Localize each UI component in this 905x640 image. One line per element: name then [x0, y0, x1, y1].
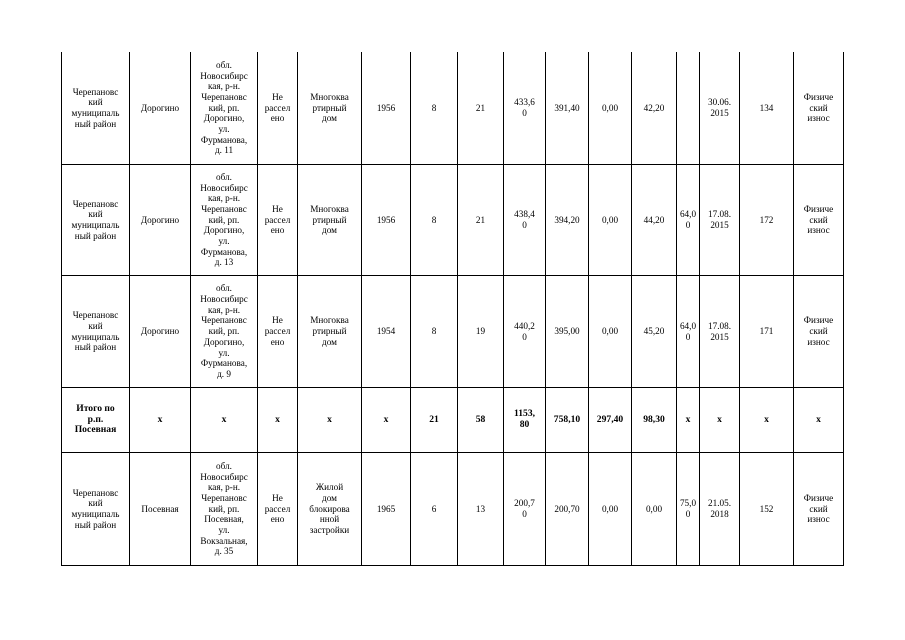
cell-municipal-area: 0,00 — [589, 276, 632, 388]
cell-area-extra — [677, 52, 700, 165]
cell-residential-area: 391,40 — [546, 52, 589, 165]
cell-settlement: Дорогино — [130, 165, 191, 276]
cell-residents: 8 — [411, 165, 458, 276]
cell-residents: 6 — [411, 453, 458, 566]
cell-total-area: 1153, 80 — [504, 388, 546, 453]
cell-reason: Физиче ский износ — [794, 276, 844, 388]
cell-year-built: х — [362, 388, 411, 453]
cell-address: обл. Новосибирс кая, р-н. Черепановс кий, рп. Посевная, ул. Вокзальная, д. 35 — [191, 453, 258, 566]
cell-apartments: 58 — [458, 388, 504, 453]
cell-municipal-area: 0,00 — [589, 52, 632, 165]
cell-year-built: 1956 — [362, 52, 411, 165]
table-row — [62, 165, 844, 276]
cell-residents: 8 — [411, 52, 458, 165]
cell-settlement: х — [130, 388, 191, 453]
cell-apartments: 21 — [458, 52, 504, 165]
total-row — [62, 388, 844, 453]
cell-recognition-date: 21.05. 2018 — [700, 453, 740, 566]
cell-private-area: 98,30 — [632, 388, 677, 453]
cell-status: Не рассел ено — [258, 453, 298, 566]
cell-status: х — [258, 388, 298, 453]
cell-recognition-date: 17.08. 2015 — [700, 165, 740, 276]
cell-reason: Физиче ский износ — [794, 165, 844, 276]
cell-residents: 21 — [411, 388, 458, 453]
cell-recognition-date: 17.08. 2015 — [700, 276, 740, 388]
cell-address: х — [191, 388, 258, 453]
housing-register-table — [61, 52, 844, 566]
cell-status: Не рассел ено — [258, 52, 298, 165]
cell-total-area: 440,2 0 — [504, 276, 546, 388]
cell-total-area: 200,7 0 — [504, 453, 546, 566]
cell-apartments: 21 — [458, 165, 504, 276]
cell-municipal-area: 297,40 — [589, 388, 632, 453]
cell-residential-area: 200,70 — [546, 453, 589, 566]
cell-settlement: Посевная — [130, 453, 191, 566]
cell-municipal-area: 0,00 — [589, 165, 632, 276]
cell-area-extra: 75,0 0 — [677, 453, 700, 566]
cell-reason: Физиче ский износ — [794, 453, 844, 566]
cell-recognition-date: х — [700, 388, 740, 453]
cell-year-built: 1965 — [362, 453, 411, 566]
cell-building-type: Жилой дом блокирова нной застройки — [298, 453, 362, 566]
cell-settlement: Дорогино — [130, 276, 191, 388]
cell-decision-number: 172 — [740, 165, 794, 276]
cell-area-extra: х — [677, 388, 700, 453]
cell-status: Не рассел ено — [258, 165, 298, 276]
cell-private-area: 44,20 — [632, 165, 677, 276]
cell-total-area: 433,6 0 — [504, 52, 546, 165]
cell-residential-area: 758,10 — [546, 388, 589, 453]
cell-decision-number: 134 — [740, 52, 794, 165]
cell-municipal-area: 0,00 — [589, 453, 632, 566]
cell-decision-number: 171 — [740, 276, 794, 388]
cell-district: Черепановс кий муниципаль ный район — [62, 453, 130, 566]
cell-year-built: 1954 — [362, 276, 411, 388]
cell-district: Черепановс кий муниципаль ный район — [62, 276, 130, 388]
table-row — [62, 52, 844, 165]
table-row — [62, 276, 844, 388]
cell-private-area: 45,20 — [632, 276, 677, 388]
cell-reason: х — [794, 388, 844, 453]
cell-residents: 8 — [411, 276, 458, 388]
cell-private-area: 0,00 — [632, 453, 677, 566]
cell-address: обл. Новосибирс кая, р-н. Черепановс кий, рп. Дорогино, ул. Фурманова, д. 11 — [191, 52, 258, 165]
cell-district: Итого по р.п. Посевная — [62, 388, 130, 453]
cell-decision-number: 152 — [740, 453, 794, 566]
cell-building-type: Многоква ртирный дом — [298, 165, 362, 276]
cell-district: Черепановс кий муниципаль ный район — [62, 165, 130, 276]
cell-area-extra: 64,0 0 — [677, 165, 700, 276]
cell-district: Черепановс кий муниципаль ный район — [62, 52, 130, 165]
cell-private-area: 42,20 — [632, 52, 677, 165]
cell-address: обл. Новосибирс кая, р-н. Черепановс кий, рп. Дорогино, ул. Фурманова, д. 9 — [191, 276, 258, 388]
cell-building-type: Многоква ртирный дом — [298, 52, 362, 165]
cell-residential-area: 395,00 — [546, 276, 589, 388]
cell-reason: Физиче ский износ — [794, 52, 844, 165]
table-body — [62, 52, 844, 566]
cell-year-built: 1956 — [362, 165, 411, 276]
table-row — [62, 453, 844, 566]
cell-residential-area: 394,20 — [546, 165, 589, 276]
cell-address: обл. Новосибирс кая, р-н. Черепановс кий, рп. Дорогино, ул. Фурманова, д. 13 — [191, 165, 258, 276]
cell-total-area: 438,4 0 — [504, 165, 546, 276]
cell-recognition-date: 30.06. 2015 — [700, 52, 740, 165]
cell-apartments: 19 — [458, 276, 504, 388]
cell-settlement: Дорогино — [130, 52, 191, 165]
cell-building-type: Многоква ртирный дом — [298, 276, 362, 388]
cell-building-type: х — [298, 388, 362, 453]
cell-area-extra: 64,0 0 — [677, 276, 700, 388]
cell-apartments: 13 — [458, 453, 504, 566]
cell-status: Не рассел ено — [258, 276, 298, 388]
cell-decision-number: х — [740, 388, 794, 453]
